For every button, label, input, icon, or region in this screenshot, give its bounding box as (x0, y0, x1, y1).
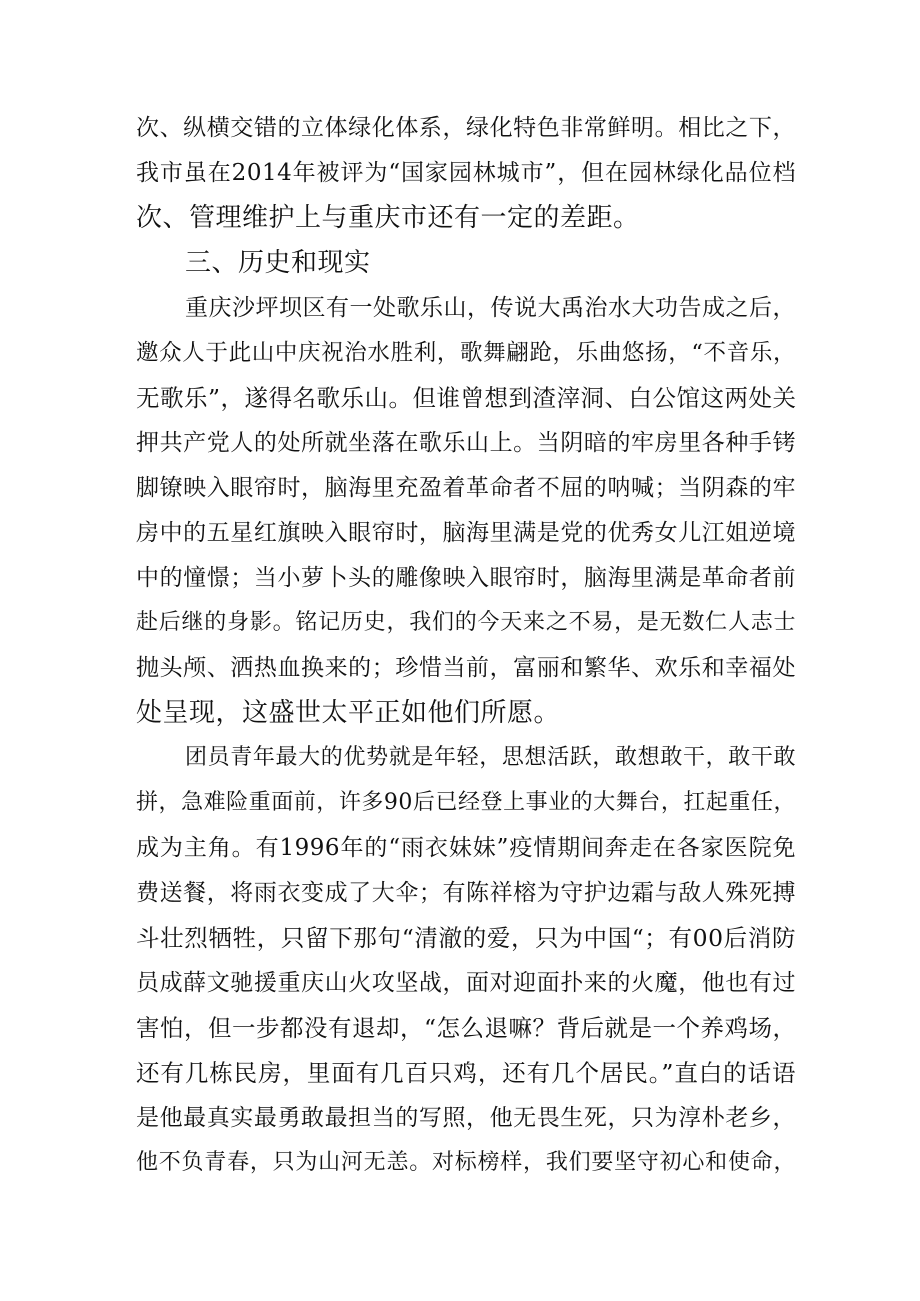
text-line: 脚镣映入眼帘时，脑海里充盈着革命者不屈的呐喊；当阴森的牢 (136, 475, 796, 501)
text-line: 是他最真实最勇敢最担当的写照，他无畏生死，只为淳朴老乡， (136, 1105, 796, 1131)
text-line: 费送餐，将雨衣变成了大伞；有陈祥榕为守护边霜与敌人殊死搏 (136, 880, 796, 906)
text-line: 成为主角。有1996年的“雨衣妹妹”疫情期间奔走在各家医院免 (136, 835, 796, 861)
text-line: 我市虽在2014年被评为“国家园林城市”，但在园林绿化品位档 (136, 160, 796, 186)
text-line: 抛头颅、洒热血换来的；珍惜当前，富丽和繁华、欢乐和幸福处 (136, 655, 796, 681)
text-line: 还有几栋民房，里面有几百只鸡，还有几个居民。”直白的话语 (136, 1059, 796, 1087)
text-line: 赴后继的身影。铭记历史，我们的今天来之不易，是无数仁人志士 (136, 610, 796, 635)
text-line: 次、管理维护上与重庆市还有一定的差距。 (136, 203, 640, 233)
text-line: 他不负青春，只为山河无恙。对标榜样，我们要坚守初心和使命， (136, 1150, 796, 1175)
text-line: 团员青年最大的优势就是年轻，思想活跃，敢想敢干，敢干敢 (185, 745, 796, 770)
text-line: 无歌乐”，遂得名歌乐山。但谁曾想到渣滓洞、白公馆这两处关 (136, 384, 797, 412)
text-line: 处呈现，这盛世太平正如他们所愿。 (136, 698, 561, 728)
section-heading: 三、历史和现实 (185, 248, 371, 278)
text-line: 拼，急难险重面前，许多90后已经登上事业的大舞台，扛起重任， (136, 790, 796, 815)
text-line: 重庆沙坪坝区有一处歌乐山，传说大禹治水大功告成之后， (185, 295, 796, 321)
text-line: 斗壮烈牺牲，只留下那句“清澈的爱，只为中国“；有00后消防 (136, 924, 796, 952)
text-line: 邀众人于此山中庆祝治水胜利，歌舞翩跄，乐曲悠扬，“不音乐， (136, 340, 796, 366)
text-line: 员成薛文驰援重庆山火攻坚战，面对迎面扑来的火魔，他也有过 (136, 970, 796, 996)
text-line: 押共产党人的处所就坐落在歌乐山上。当阴暗的牢房里各种手铐 (136, 430, 796, 456)
text-line: 次、纵横交错的立体绿化体系，绿化特色非常鲜明。相比之下， (136, 115, 796, 141)
text-line: 中的憧憬；当小萝卜头的雕像映入眼帘时，脑海里满是革命者前 (136, 565, 796, 591)
text-line: 房中的五星红旗映入眼帘时，脑海里满是党的优秀女儿江姐逆境 (136, 520, 796, 546)
text-line: 害怕，但一步都没有退却，“怎么退嘛？背后就是一个养鸡场， (136, 1014, 797, 1042)
